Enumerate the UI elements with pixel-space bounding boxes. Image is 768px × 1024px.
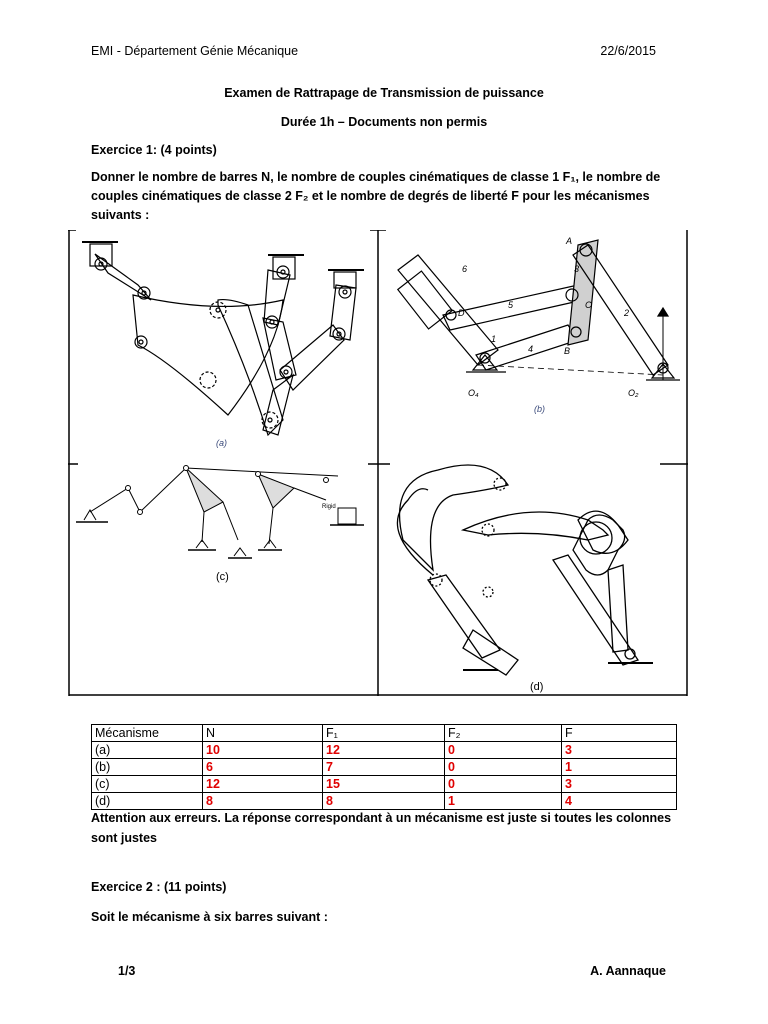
row-label: (b): [92, 759, 203, 776]
caption-c: (c): [216, 571, 229, 583]
exercise2-heading: Exercice 2 : (11 points): [91, 880, 227, 894]
header-f: F: [562, 725, 677, 742]
label-A: A: [566, 236, 573, 246]
cell-n: 8: [203, 793, 323, 810]
row-label: (c): [92, 776, 203, 793]
mechanism-figures-svg: [68, 230, 688, 696]
mechanism-c: [76, 466, 364, 559]
cell-n: 12: [203, 776, 323, 793]
label-O2: O₂: [628, 388, 639, 398]
cell-f1: 15: [323, 776, 445, 793]
cell-f2: 0: [445, 759, 562, 776]
cell-f: 4: [562, 793, 677, 810]
cell-f1: 7: [323, 759, 445, 776]
cell-n: 6: [203, 759, 323, 776]
cell-f2: 1: [445, 793, 562, 810]
cell-f: 3: [562, 776, 677, 793]
label-1: 1: [491, 334, 497, 344]
grading-note: Attention aux erreurs. La réponse correspondant à un mécanisme est juste si toutes les colonnes sont justes: [91, 811, 672, 845]
cell-f: 1: [562, 759, 677, 776]
header-n: N: [203, 725, 323, 742]
mechanism-figures: [68, 230, 688, 696]
results-table: [91, 724, 677, 810]
label-4: 4: [528, 344, 534, 354]
exercise1-question: Donner le nombre de barres N, le nombre de couples cinématiques de classe 1 F₁, le nombre de couples cinématiques de classe 2 F₂ et le nombre de degrés de liberté F pour les mécanismes suivants :: [91, 170, 661, 222]
label-D: D: [458, 308, 465, 318]
caption-a: (a): [216, 438, 227, 448]
caption-d: (d): [530, 681, 544, 693]
header-f2: F₂: [445, 725, 562, 742]
cell-n: 10: [203, 742, 323, 759]
mechanism-d: [397, 465, 653, 675]
header-mecanisme: Mécanisme: [92, 725, 203, 742]
table-row: [92, 776, 677, 793]
cell-f: 3: [562, 742, 677, 759]
exam-duration: Durée 1h – Documents non permis: [280, 115, 488, 129]
header-date: 22/6/2015: [600, 44, 656, 58]
cell-f1: 8: [323, 793, 445, 810]
label-O4: O₄: [468, 388, 479, 398]
mechanism-b-labels: [458, 236, 639, 398]
table-row: [92, 793, 677, 810]
exam-title: Examen de Rattrapage de Transmission de puissance: [224, 86, 544, 100]
exercise2-question: Soit le mécanisme à six barres suivant :: [91, 910, 328, 924]
label-5: 5: [508, 300, 514, 310]
page-number: 1/3: [118, 964, 136, 978]
cell-f1: 12: [323, 742, 445, 759]
header-f1: F₁: [323, 725, 445, 742]
label-2: 2: [624, 308, 630, 318]
label-C: C: [585, 300, 592, 310]
cell-f2: 0: [445, 742, 562, 759]
exercise1-heading: Exercice 1: (4 points): [91, 143, 217, 157]
table-row: [92, 742, 677, 759]
table-header-row: [92, 725, 677, 742]
label-B: B: [564, 346, 571, 356]
mechanism-a: [82, 242, 364, 435]
label-6: 6: [462, 264, 468, 274]
row-label: (a): [92, 742, 203, 759]
row-label: (d): [92, 793, 203, 810]
rigid-label: Rigid: [322, 504, 336, 510]
author-name: A. Aannaque: [590, 964, 666, 978]
header-department: EMI - Département Génie Mécanique: [91, 44, 299, 58]
table-row: [92, 759, 677, 776]
label-3: 3: [574, 264, 580, 274]
mechanism-b: [398, 240, 680, 380]
caption-b: (b): [534, 404, 545, 414]
cell-f2: 0: [445, 776, 562, 793]
